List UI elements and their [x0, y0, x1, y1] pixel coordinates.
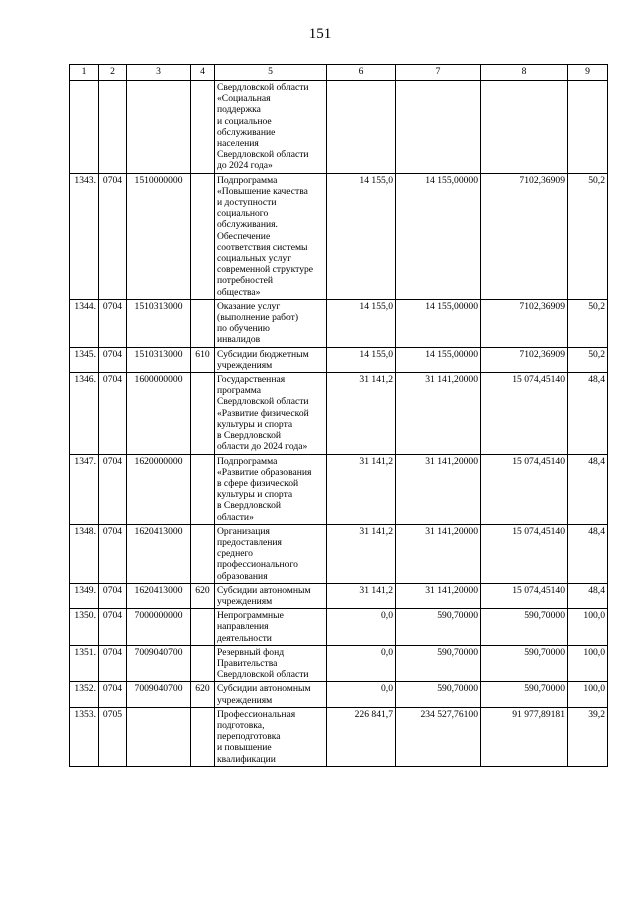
table-row: [70, 707, 608, 766]
revised-amount-cell: 31 141,20000: [396, 454, 481, 524]
item-name-line: Субсидии бюджетным: [217, 348, 309, 360]
approved-amount-cell: 0,0: [327, 645, 396, 682]
item-name-line: Организация: [217, 525, 270, 537]
execution-percent-cell: [568, 81, 608, 174]
item-name-line: Профессиональная: [217, 708, 296, 720]
target-item-code-cell: 1510313000: [127, 347, 191, 372]
item-name-line: Субсидии автономным: [217, 584, 311, 596]
execution-percent-cell: 100,0: [568, 609, 608, 646]
item-name-line: Подпрограмма: [217, 455, 278, 467]
item-name-line: Государственная: [217, 374, 286, 386]
item-name-cell: [215, 81, 327, 174]
table-row: [70, 645, 608, 682]
target-item-code-cell: 7009040700: [127, 682, 191, 707]
revised-amount-cell: 234 527,76100: [396, 707, 481, 766]
item-name-line: соответствия системы: [217, 241, 308, 253]
item-name-line: Свердловской области: [217, 149, 309, 161]
revised-amount-cell: 14 155,00000: [396, 299, 481, 347]
row-number-cell: 1353.: [70, 707, 99, 766]
item-name-line: переподготовка: [217, 731, 281, 743]
page-number: 151: [308, 26, 332, 42]
item-name-line: обслуживания.: [217, 219, 278, 231]
approved-amount-cell: 31 141,2: [327, 583, 396, 608]
executed-amount-cell: 15 074,45140: [481, 373, 568, 454]
approved-amount-cell: 14 155,0: [327, 173, 396, 299]
execution-percent-cell: 50,2: [568, 347, 608, 372]
expense-type-code-cell: [191, 524, 215, 583]
expense-type-code-cell: [191, 299, 215, 347]
item-name-line: по обучению: [217, 323, 270, 335]
execution-percent-cell: 48,4: [568, 373, 608, 454]
header-cell: 7: [396, 65, 481, 81]
item-name-line: общества»: [217, 286, 261, 298]
item-name-line: программа: [217, 385, 262, 397]
row-number-cell: 1348.: [70, 524, 99, 583]
approved-amount-cell: 31 141,2: [327, 524, 396, 583]
item-name-cell: [215, 299, 327, 347]
executed-amount-cell: 590,70000: [481, 609, 568, 646]
item-name-line: населения: [217, 138, 259, 150]
item-name-line: Резервный фонд: [217, 646, 285, 658]
item-name-line: Свердловской области: [217, 396, 309, 408]
approved-amount-cell: 226 841,7: [327, 707, 396, 766]
target-item-code-cell: 1620413000: [127, 583, 191, 608]
item-name-line: социального: [217, 208, 269, 220]
item-name-line: образования: [217, 570, 268, 582]
expense-type-code-cell: 620: [191, 682, 215, 707]
item-name-line: обслуживание: [217, 126, 276, 138]
expense-type-code-cell: 620: [191, 583, 215, 608]
row-number-cell: 1345.: [70, 347, 99, 372]
section-code-cell: 0704: [99, 645, 127, 682]
item-name-line: современной структуре: [217, 264, 314, 276]
table-row: [70, 373, 608, 454]
executed-amount-cell: 15 074,45140: [481, 583, 568, 608]
item-name-cell: [215, 707, 327, 766]
item-name-line: в сфере физической: [217, 477, 299, 489]
approved-amount-cell: 14 155,0: [327, 299, 396, 347]
row-number-cell: 1343.: [70, 173, 99, 299]
row-number-cell: [70, 81, 99, 174]
table-row: [70, 609, 608, 646]
approved-amount-cell: [327, 81, 396, 174]
expense-type-code-cell: [191, 373, 215, 454]
item-name-line: Обеспечение: [217, 230, 271, 242]
revised-amount-cell: 31 141,20000: [396, 373, 481, 454]
row-number-cell: 1346.: [70, 373, 99, 454]
item-name-line: Правительства: [217, 657, 278, 669]
target-item-code-cell: [127, 707, 191, 766]
section-code-cell: 0704: [99, 299, 127, 347]
section-code-cell: 0704: [99, 173, 127, 299]
item-name-line: до 2024 года»: [217, 160, 273, 172]
approved-amount-cell: 31 141,2: [327, 373, 396, 454]
execution-percent-cell: 50,2: [568, 173, 608, 299]
execution-percent-cell: 48,4: [568, 583, 608, 608]
revised-amount-cell: 590,70000: [396, 609, 481, 646]
target-item-code-cell: [127, 81, 191, 174]
section-code-cell: 0704: [99, 373, 127, 454]
section-code-cell: 0704: [99, 682, 127, 707]
item-name-line: области до 2024 года»: [217, 441, 308, 453]
item-name-cell: [215, 373, 327, 454]
target-item-code-cell: 7000000000: [127, 609, 191, 646]
target-item-code-cell: 1600000000: [127, 373, 191, 454]
expense-type-code-cell: [191, 173, 215, 299]
executed-amount-cell: 7102,36909: [481, 173, 568, 299]
item-name-line: и повышение: [217, 742, 272, 754]
section-code-cell: 0704: [99, 454, 127, 524]
row-number-cell: 1349.: [70, 583, 99, 608]
item-name-line: направления: [217, 621, 269, 633]
approved-amount-cell: 0,0: [327, 682, 396, 707]
item-name-line: Свердловской области: [217, 82, 309, 93]
execution-percent-cell: 100,0: [568, 682, 608, 707]
table-row: [70, 173, 608, 299]
target-item-code-cell: 1510313000: [127, 299, 191, 347]
item-name-line: инвалидов: [217, 334, 261, 346]
table-row: [70, 299, 608, 347]
header-cell: 6: [327, 65, 396, 81]
item-name-line: Подпрограмма: [217, 174, 278, 186]
item-name-line: предоставления: [217, 536, 282, 548]
item-name-line: социальных услуг: [217, 253, 292, 265]
item-name-cell: [215, 454, 327, 524]
budget-table: [69, 64, 608, 767]
item-name-cell: [215, 645, 327, 682]
header-cell: 8: [481, 65, 568, 81]
executed-amount-cell: 590,70000: [481, 645, 568, 682]
item-name-cell: [215, 583, 327, 608]
item-name-cell: [215, 173, 327, 299]
target-item-code-cell: 1510000000: [127, 173, 191, 299]
row-number-cell: 1352.: [70, 682, 99, 707]
table-row: [70, 81, 608, 174]
approved-amount-cell: 14 155,0: [327, 347, 396, 372]
item-name-line: среднего: [217, 548, 253, 560]
item-name-line: «Повышение качества: [217, 185, 308, 197]
executed-amount-cell: 7102,36909: [481, 347, 568, 372]
item-name-line: «Социальная: [217, 93, 271, 105]
item-name-line: в Свердловской: [217, 430, 282, 442]
approved-amount-cell: 0,0: [327, 609, 396, 646]
item-name-line: учреждениям: [217, 694, 273, 706]
item-name-line: области»: [217, 511, 254, 523]
section-code-cell: [99, 81, 127, 174]
header-cell: 1: [70, 65, 99, 81]
execution-percent-cell: 50,2: [568, 299, 608, 347]
table-row: [70, 454, 608, 524]
executed-amount-cell: 15 074,45140: [481, 454, 568, 524]
expense-type-code-cell: [191, 81, 215, 174]
execution-percent-cell: 39,2: [568, 707, 608, 766]
item-name-line: учреждениям: [217, 595, 273, 607]
item-name-line: «Развитие физической: [217, 407, 309, 419]
item-name-line: учреждениям: [217, 359, 273, 371]
execution-percent-cell: 48,4: [568, 524, 608, 583]
header-cell: 2: [99, 65, 127, 81]
table-row: [70, 347, 608, 372]
table-header-row: [70, 65, 608, 81]
executed-amount-cell: 91 977,89181: [481, 707, 568, 766]
section-code-cell: 0704: [99, 609, 127, 646]
table-row: [70, 682, 608, 707]
executed-amount-cell: 7102,36909: [481, 299, 568, 347]
item-name-line: Оказание услуг: [217, 300, 281, 312]
revised-amount-cell: 14 155,00000: [396, 347, 481, 372]
row-number-cell: 1350.: [70, 609, 99, 646]
section-code-cell: 0704: [99, 347, 127, 372]
executed-amount-cell: [481, 81, 568, 174]
item-name-line: Свердловской области: [217, 669, 309, 681]
revised-amount-cell: 14 155,00000: [396, 173, 481, 299]
table-row: [70, 524, 608, 583]
item-name-cell: [215, 682, 327, 707]
section-code-cell: 0704: [99, 583, 127, 608]
executed-amount-cell: 15 074,45140: [481, 524, 568, 583]
row-number-cell: 1347.: [70, 454, 99, 524]
header-cell: 9: [568, 65, 608, 81]
header-cell: 3: [127, 65, 191, 81]
item-name-line: потребностей: [217, 275, 274, 287]
section-code-cell: 0704: [99, 524, 127, 583]
target-item-code-cell: 1620413000: [127, 524, 191, 583]
revised-amount-cell: [396, 81, 481, 174]
item-name-cell: [215, 524, 327, 583]
target-item-code-cell: 7009040700: [127, 645, 191, 682]
item-name-line: профессионального: [217, 559, 298, 571]
row-number-cell: 1344.: [70, 299, 99, 347]
item-name-line: Непрограммные: [217, 610, 284, 622]
expense-type-code-cell: [191, 707, 215, 766]
header-cell: 4: [191, 65, 215, 81]
revised-amount-cell: 31 141,20000: [396, 524, 481, 583]
item-name-line: подготовка,: [217, 719, 265, 731]
target-item-code-cell: 1620000000: [127, 454, 191, 524]
section-code-cell: 0705: [99, 707, 127, 766]
item-name-line: квалификации: [217, 753, 276, 765]
expense-type-code-cell: 610: [191, 347, 215, 372]
execution-percent-cell: 100,0: [568, 645, 608, 682]
expense-type-code-cell: [191, 645, 215, 682]
execution-percent-cell: 48,4: [568, 454, 608, 524]
item-name-line: и доступности: [217, 197, 277, 209]
item-name-cell: [215, 609, 327, 646]
table-body: [70, 81, 608, 767]
expense-type-code-cell: [191, 454, 215, 524]
item-name-line: Субсидии автономным: [217, 683, 311, 695]
executed-amount-cell: 590,70000: [481, 682, 568, 707]
expense-type-code-cell: [191, 609, 215, 646]
item-name-line: поддержка: [217, 104, 261, 116]
revised-amount-cell: 31 141,20000: [396, 583, 481, 608]
row-number-cell: 1351.: [70, 645, 99, 682]
revised-amount-cell: 590,70000: [396, 682, 481, 707]
item-name-line: и социальное: [217, 115, 272, 127]
header-cell: 5: [215, 65, 327, 81]
item-name-cell: [215, 347, 327, 372]
item-name-line: в Свердловской: [217, 500, 282, 512]
revised-amount-cell: 590,70000: [396, 645, 481, 682]
item-name-line: деятельности: [217, 632, 272, 644]
table-row: [70, 583, 608, 608]
item-name-line: «Развитие образования: [217, 466, 312, 478]
approved-amount-cell: 31 141,2: [327, 454, 396, 524]
item-name-line: культуры и спорта: [217, 489, 293, 501]
item-name-line: культуры и спорта: [217, 418, 293, 430]
item-name-line: (выполнение работ): [217, 312, 299, 324]
